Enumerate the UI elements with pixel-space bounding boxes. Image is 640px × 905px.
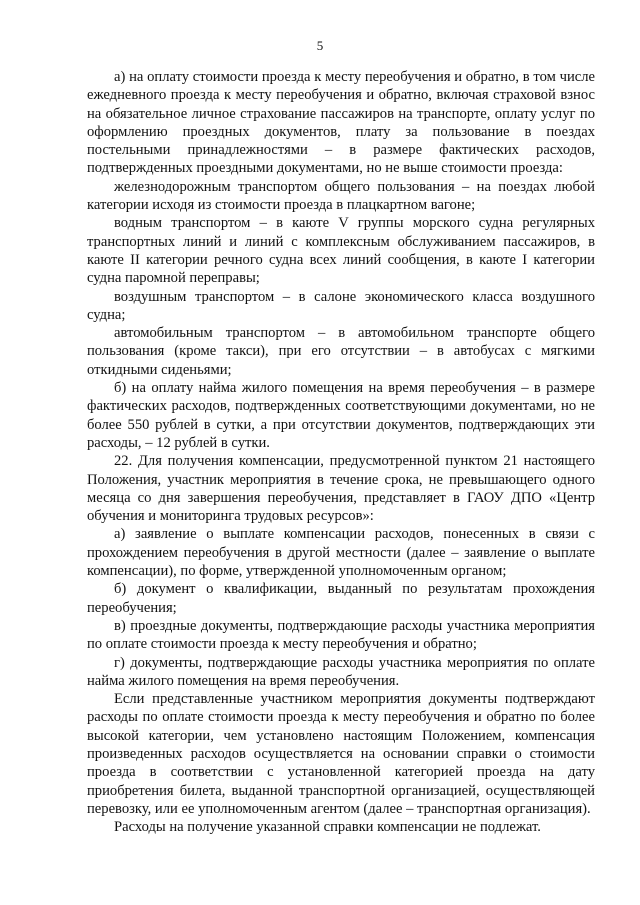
document-body: [87, 68, 595, 836]
paragraph-22-b: б) документ о квалификации, выданный по результатам прохождения переобучения;: [87, 581, 595, 616]
paragraph-22-g: г) документы, подтверждающие расходы участника мероприятия по оплате найма жилого помещения на время переобучения.: [87, 654, 595, 689]
paragraph-22-v: в) проездные документы, подтверждающие расходы участника мероприятия по оплате стоимости проезда к месту переобучения и обратно;: [87, 617, 595, 653]
paragraph-water: водным транспортом – в каюте V группы морского судна регулярных транспортных линий и линий с комплексным обслуживанием пассажиров, в каюте II категории речного судна всех линий сообщения, в каюте I категории судна паромной переправы;: [87, 215, 595, 287]
paragraph-22-a: а) заявление о выплате компенсации расходов, понесенных в связи с прохождением переобучения в другой местности (далее – заявление о выплате компенсации), по форме, утвержденной уполномоченным органом;: [87, 526, 595, 580]
paragraph-air: воздушным транспортом – в салоне экономического класса воздушного судна;: [87, 288, 595, 323]
paragraph-22: 22. Для получения компенсации, предусмотренной пунктом 21 настоящего Положения, участник мероприятия в течение срока, не превышающего одного месяца со дня завершения переобучения, представляет в ГАОУ ДПО «Центр обучения и мониторинга трудовых ресурсов»:: [87, 453, 595, 525]
paragraph-a-travel: а) на оплату стоимости проезда к месту переобучения и обратно, в том числе ежедневного проезда к месту переобучения и обратно, включая страховой взнос на обязательное личное страхование пассажиров на транспорте, оплату услуг по оформлению проездных документов, плату за пользование в поездах постельными принадлежностями – в размере фактических расходов, подтвержденных проездными документами, но не выше стоимости проезда:: [87, 69, 595, 177]
page-number: 5: [316, 38, 324, 53]
paragraph-higher-category: Если представленные участником мероприятия документы подтверждают расходы по оплате стоимости проезда к месту переобучения и обратно по более высокой категории, чем установлено настоящим Положением, компенсация произведенных расходов осуществляется на основании справки о стоимости проезда в соответствии с установленной категорией проезда на дату приобретения билета, выданной транспортной организацией, осуществляющей перевозку, или ее уполномоченным агентом (далее – транспортная организация).: [87, 691, 595, 817]
paragraph-rail: железнодорожным транспортом общего пользования – на поездах любой категории исходя из стоимости проезда в плацкартном вагоне;: [87, 178, 595, 214]
paragraph-certificate-costs: Расходы на получение указанной справки компенсации не подлежат.: [114, 819, 541, 836]
paragraph-b-housing: б) на оплату найма жилого помещения на время переобучения – в размере фактических расходов, подтвержденных соответствующими документами, но не более 550 рублей в сутки, а при отсутствии документов, подтверждающих эти расходы, – 12 рублей в сутки.: [87, 380, 595, 451]
paragraph-auto: автомобильным транспортом – в автомобильном транспорте общего пользования (кроме такси), при его отсутствии – в автобусах с мягкими откидными сиденьями;: [87, 325, 595, 378]
